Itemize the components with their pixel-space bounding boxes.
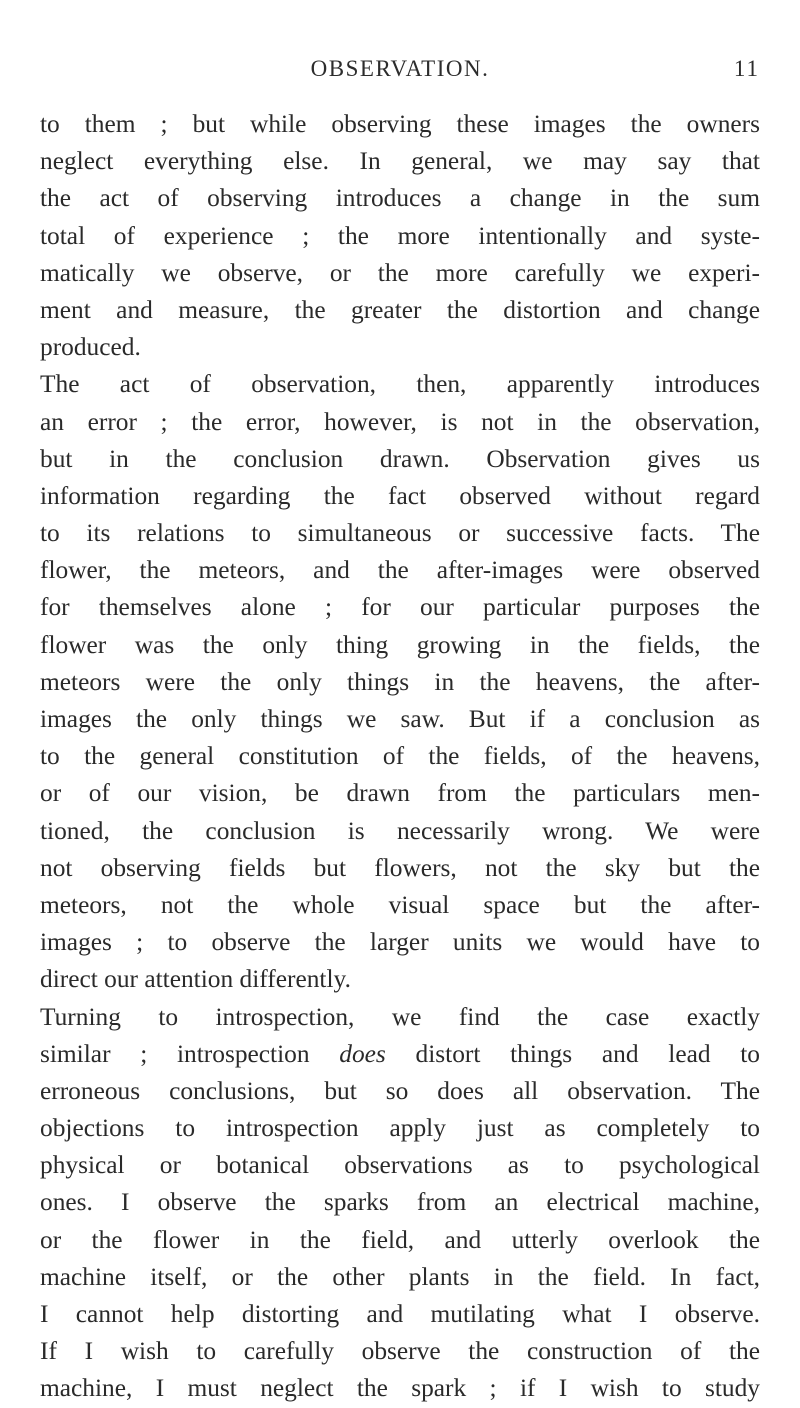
- text-line: machine itself, or the other plants in the field. In fact,: [40, 1262, 760, 1291]
- text-line: physical or botanical observations as to psychological: [40, 1151, 760, 1180]
- text-line: to them ; but while observing these images the owners: [40, 110, 760, 138]
- text-line: [40, 1036, 760, 1073]
- text-line: erroneous conclusions, but so does all observation. The: [40, 1076, 760, 1105]
- text-line: an error ; the error, however, is not in the observation,: [40, 407, 760, 436]
- text-line: If I wish to carefully observe the construction of the: [40, 1337, 760, 1366]
- body-text: [40, 106, 760, 1408]
- text-line: produced.: [40, 333, 141, 362]
- text-line: or of our vision, be drawn from the particulars men-: [40, 779, 760, 808]
- text-line: ones. I observe the sparks from an electrical machine,: [40, 1188, 760, 1217]
- text-line: to its relations to simultaneous or successive facts. The: [40, 519, 760, 548]
- text-line: images the only things we saw. But if a conclusion as: [40, 705, 760, 733]
- text-line: neglect everything else. In general, we may say that: [40, 147, 760, 176]
- running-head: [40, 52, 760, 86]
- text-line: flower was the only thing growing in the fields, the: [40, 630, 760, 659]
- text-line: images ; to observe the larger units we would have to: [40, 928, 760, 957]
- text-line: meteors were the only things in the heavens, the after-: [40, 667, 760, 696]
- text-line: tioned, the conclusion is necessarily wrong. We were: [40, 816, 760, 845]
- text-segment: similar ; introspection: [40, 1039, 340, 1068]
- text-line: for themselves alone ; for our particular purposes the: [40, 593, 760, 622]
- text-line: ment and measure, the greater the distortion and change: [40, 295, 760, 324]
- text-line: I cannot help distorting and mutilating what I observe.: [40, 1300, 760, 1328]
- text-line: or the flower in the field, and utterly overlook the: [40, 1225, 760, 1254]
- text-line: not observing fields but flowers, not the sky but the: [40, 853, 760, 882]
- text-line: the act of observing introduces a change in the sum: [40, 184, 760, 213]
- text-segment: distort things and lead to: [385, 1039, 761, 1068]
- text-line: meteors, not the whole visual space but the after-: [40, 890, 760, 919]
- text-line: flower, the meteors, and the after-images were observed: [40, 556, 760, 585]
- running-title: OBSERVATION.: [310, 56, 490, 81]
- text-line: matically we observe, or the more carefully we experi-: [40, 258, 760, 287]
- page-number: 11: [733, 56, 760, 81]
- text-line: The act of observation, then, apparently introduces: [40, 370, 760, 399]
- text-line: to the general constitution of the fields, of the heavens,: [40, 742, 760, 771]
- text-line: total of experience ; the more intentionally and syste-: [40, 221, 760, 250]
- text-line: but in the conclusion drawn. Observation gives us: [40, 444, 760, 473]
- text-line: information regarding the fact observed without regard: [40, 481, 760, 510]
- text-line: machine, I must neglect the spark ; if I wish to study: [40, 1374, 760, 1403]
- text-line: direct our attention differently.: [40, 965, 351, 994]
- text-line: Turning to introspection, we find the case exactly: [40, 1002, 760, 1031]
- italic-emphasis: does: [339, 1039, 386, 1068]
- text-line: objections to introspection apply just as completely to: [40, 1114, 760, 1143]
